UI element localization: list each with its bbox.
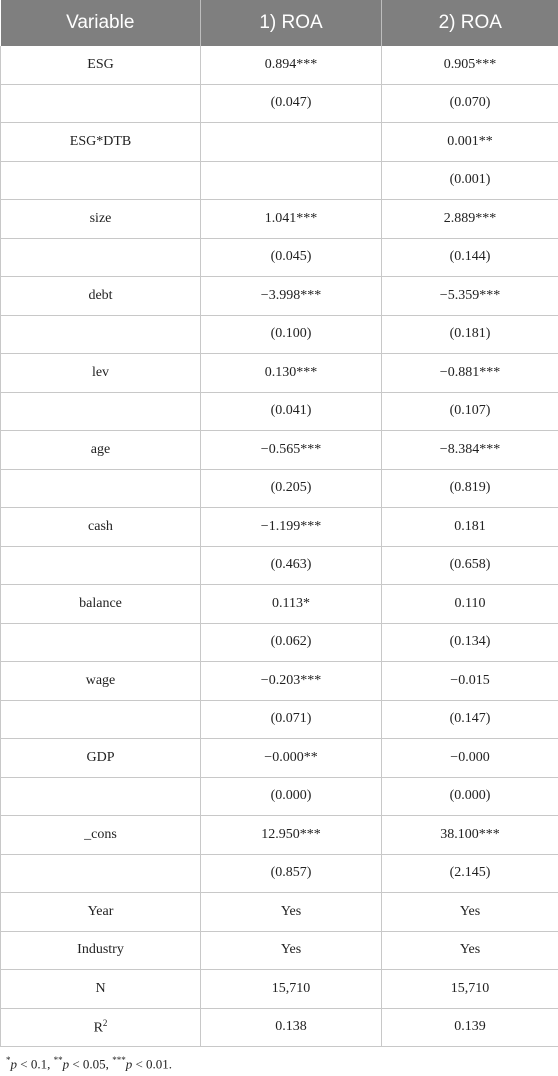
cell-model-2: 0.181 [382,508,558,547]
table-row [1,392,558,431]
cell-variable: Industry [1,931,201,970]
table-row [1,931,558,970]
footnote-p-1: p [10,1056,17,1072]
table-row [1,893,558,932]
table-row [1,623,558,662]
cell-model-2: 0.905*** [382,46,558,84]
cell-model-2: −0.015 [382,662,558,701]
cell-variable: _cons [1,816,201,855]
cell-variable: N [1,970,201,1009]
cell-model-1: (0.041) [201,392,382,431]
cell-variable: Year [1,893,201,932]
r2-superscript: 2 [102,1017,108,1028]
cell-variable: lev [1,354,201,393]
cell-model-1: −0.565*** [201,431,382,470]
cell-model-1: (0.857) [201,854,382,893]
table-row [1,161,558,200]
cell-variable: debt [1,277,201,316]
footnote-p-3: p [125,1056,133,1072]
header-model-2: 2) ROA [382,0,558,46]
cell-model-1: (0.205) [201,469,382,508]
table-row [1,970,558,1009]
footnote-threshold-2: < 0.05, [69,1056,113,1072]
cell-variable [1,546,201,585]
cell-model-1: 0.130*** [201,354,382,393]
table-row [1,777,558,816]
table-row [1,277,558,316]
cell-model-2: −8.384*** [382,431,558,470]
table-row [1,238,558,277]
cell-model-1: Yes [201,931,382,970]
cell-model-2: (0.147) [382,700,558,739]
cell-variable: cash [1,508,201,547]
footnote-threshold-3: < 0.01. [132,1056,173,1072]
header-model-1: 1) ROA [201,0,382,46]
header-variable: Variable [1,0,201,46]
table-row [1,739,558,778]
table-row [1,854,558,893]
cell-model-1: −3.998*** [201,277,382,316]
cell-model-2: −0.881*** [382,354,558,393]
cell-model-2: (0.144) [382,238,558,277]
footnote-stars-3: *** [112,1055,126,1065]
cell-variable [1,1008,201,1047]
cell-model-1: 0.138 [201,1008,382,1047]
r2-label: R [93,1020,103,1036]
cell-model-1 [201,123,382,162]
table-row [1,46,558,84]
cell-variable: balance [1,585,201,624]
cell-model-2: 15,710 [382,970,558,1009]
cell-model-2: (0.134) [382,623,558,662]
cell-model-2: Yes [382,893,558,932]
table-row [1,700,558,739]
cell-model-2: (0.000) [382,777,558,816]
table-row [1,200,558,239]
cell-variable [1,161,201,200]
cell-model-1: (0.071) [201,700,382,739]
cell-model-1: 0.894*** [201,46,382,84]
cell-variable: ESG [1,46,201,84]
table-row [1,546,558,585]
cell-variable: age [1,431,201,470]
cell-model-2: 0.001** [382,123,558,162]
table-row [1,315,558,354]
cell-model-2: 2.889*** [382,200,558,239]
cell-model-1: (0.045) [201,238,382,277]
cell-model-1: 0.113* [201,585,382,624]
footnote-stars-2: ** [53,1055,63,1065]
table-row [1,431,558,470]
cell-model-2: 0.110 [382,585,558,624]
cell-variable [1,700,201,739]
cell-model-2: Yes [382,931,558,970]
cell-model-2: (2.145) [382,854,558,893]
footnote-threshold-1: < 0.1, [17,1056,54,1072]
cell-model-1: (0.000) [201,777,382,816]
cell-model-1: Yes [201,893,382,932]
cell-model-2: 0.139 [382,1008,558,1047]
table-footnote [0,1047,558,1072]
cell-variable [1,623,201,662]
cell-variable [1,854,201,893]
table-row-r-squared [1,1008,558,1047]
table-row [1,662,558,701]
cell-model-1: −0.203*** [201,662,382,701]
cell-model-2: (0.181) [382,315,558,354]
cell-model-2: (0.070) [382,84,558,123]
cell-model-1: 15,710 [201,970,382,1009]
cell-model-2: 38.100*** [382,816,558,855]
cell-model-1: 1.041*** [201,200,382,239]
cell-variable [1,392,201,431]
table-row [1,508,558,547]
cell-model-2: (0.107) [382,392,558,431]
table-row [1,84,558,123]
table-header-row [1,0,558,46]
cell-variable: GDP [1,739,201,778]
cell-variable [1,84,201,123]
cell-model-1: −1.199*** [201,508,382,547]
cell-variable: wage [1,662,201,701]
footnote-stars-1: * [6,1055,11,1065]
table-row [1,123,558,162]
footnote-p-2: p [62,1056,70,1072]
cell-variable [1,315,201,354]
table-row [1,816,558,855]
cell-variable [1,238,201,277]
table-row [1,585,558,624]
cell-variable: size [1,200,201,239]
cell-variable: ESG*DTB [1,123,201,162]
cell-model-1 [201,161,382,200]
cell-model-2: (0.001) [382,161,558,200]
table-row [1,354,558,393]
cell-model-1: (0.463) [201,546,382,585]
cell-variable [1,469,201,508]
cell-model-2: −0.000 [382,739,558,778]
cell-model-1: −0.000** [201,739,382,778]
cell-model-1: (0.100) [201,315,382,354]
cell-model-2: −5.359*** [382,277,558,316]
cell-model-1: (0.062) [201,623,382,662]
cell-model-1: 12.950*** [201,816,382,855]
cell-model-2: (0.819) [382,469,558,508]
cell-variable [1,777,201,816]
table-row [1,469,558,508]
cell-model-2: (0.658) [382,546,558,585]
cell-model-1: (0.047) [201,84,382,123]
